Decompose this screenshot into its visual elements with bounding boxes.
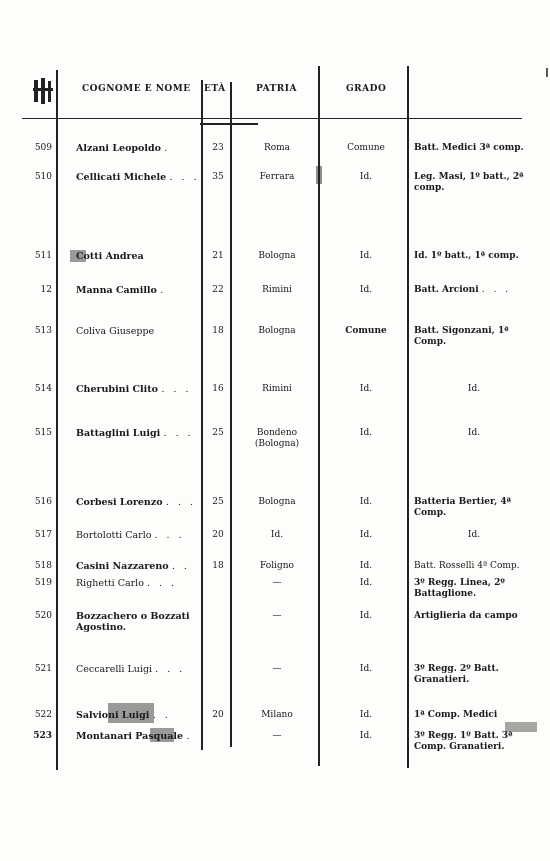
row-name: Coliva Giuseppe [76, 326, 155, 337]
row-corpo: Id. [467, 384, 481, 394]
row-patria: Roma [263, 143, 291, 153]
row-patria: Rimini [262, 384, 292, 394]
row-grado: Id. [359, 530, 373, 540]
row-eta: 22 [212, 285, 224, 295]
row-patria: Bologna [258, 326, 296, 336]
row-corpo: Batt. Sigonzani, 1ª Comp. [414, 326, 509, 347]
row-number: 519 [34, 578, 52, 588]
column-divider-5 [407, 66, 409, 768]
row-corpo: Leg. Masi, 1º batt., 2ª comp. [414, 172, 524, 193]
row-name: Manna Camillo . [76, 285, 167, 296]
row-grado: Id. [359, 561, 373, 571]
row-grado: Id. [359, 251, 373, 261]
row-number: 515 [34, 428, 52, 438]
row-corpo: 3º Regg. 2º Batt. Granatieri. [414, 664, 499, 685]
row-eta: 20 [212, 530, 224, 540]
row-patria: Bondeno (Bologna) [254, 428, 300, 449]
column-divider-2 [201, 80, 203, 750]
row-eta: 20 [212, 710, 224, 720]
row-patria: Rimini [262, 285, 292, 295]
row-grado: Id. [359, 611, 373, 621]
row-name: Casini Nazzareno . . [76, 561, 190, 572]
row-patria: Milano [261, 710, 293, 720]
eta-underline [200, 123, 258, 125]
row-number: 511 [34, 251, 52, 261]
row-corpo: Id. [467, 428, 481, 438]
row-number: 517 [34, 530, 52, 540]
row-corpo: Batt. Rosselli 4ª Comp. [414, 561, 520, 571]
row-patria: — [272, 731, 282, 741]
row-name: Cellicati Michele . . . [76, 172, 200, 183]
header-grado: GRADO [346, 84, 387, 94]
row-eta: 25 [212, 497, 224, 507]
row-eta: 18 [212, 561, 224, 571]
row-grado: Id. [359, 172, 373, 182]
row-corpo: Artiglieria da campo [414, 611, 518, 621]
row-name: Bozzachero o Bozzati Agostino. [76, 611, 190, 633]
row-grado: Comune [345, 326, 387, 336]
row-patria: — [272, 611, 282, 621]
row-eta: 18 [212, 326, 224, 336]
row-grado: Comune [347, 143, 385, 153]
header-eta: ETÀ [204, 84, 226, 94]
row-patria: Bologna [258, 497, 296, 507]
row-name: Righetti Carlo . . . [76, 578, 178, 589]
row-patria: — [272, 664, 282, 674]
row-eta: 23 [212, 143, 224, 153]
row-patria: Bologna [258, 251, 296, 261]
header-patria: PATRIA [256, 84, 297, 94]
header-name: COGNOME E NOME [82, 84, 191, 94]
row-number: 510 [34, 172, 52, 182]
row-eta: 21 [212, 251, 224, 261]
row-grado: Id. [359, 731, 373, 741]
row-number: 509 [34, 143, 52, 153]
row-corpo: 1ª Comp. Medici [414, 710, 498, 720]
row-corpo: 3º Regg. Linea, 2º Battaglione. [414, 578, 505, 599]
column-mark-icon [33, 78, 53, 104]
row-number: 518 [34, 561, 52, 571]
row-grado: Id. [359, 384, 373, 394]
row-eta: 35 [212, 172, 224, 182]
row-grado: Id. [359, 664, 373, 674]
row-grado: Id. [359, 710, 373, 720]
row-name: Battaglini Luigi . . . [76, 428, 194, 439]
row-number: 12 [40, 285, 52, 295]
row-corpo: Batt. Arcioni . . . [414, 285, 512, 295]
row-name: Cotti Andrea [76, 251, 144, 262]
row-grado: Id. [359, 285, 373, 295]
row-grado: Id. [359, 428, 373, 438]
row-number: 520 [34, 611, 52, 621]
row-grado: Id. [359, 497, 373, 507]
row-patria: Ferrara [259, 172, 295, 182]
scan-mark [546, 68, 548, 77]
row-number: 523 [33, 731, 52, 741]
row-eta: 16 [212, 384, 224, 394]
row-name: Cherubini Clito . . . [76, 384, 192, 395]
row-corpo: Id. [467, 530, 481, 540]
row-corpo: 3º Regg. 1º Batt. 3ª Comp. Granatieri. [414, 731, 513, 752]
row-patria: Foligno [260, 561, 294, 571]
row-number: 514 [34, 384, 52, 394]
row-number: 513 [34, 326, 52, 336]
row-name: Bortolotti Carlo . . . [76, 530, 185, 541]
row-name: Salvioni Luigi . . [76, 710, 171, 721]
row-eta: 25 [212, 428, 224, 438]
row-corpo: Batteria Bertier, 4ª Comp. [414, 497, 511, 518]
row-grado: Id. [359, 578, 373, 588]
row-number: 521 [34, 664, 52, 674]
row-corpo: Id. 1º batt., 1ª comp. [414, 251, 519, 261]
row-patria: Id. [270, 530, 284, 540]
row-name: Ceccarelli Luigi . . . [76, 664, 186, 675]
column-divider-1 [56, 70, 58, 770]
row-name: Corbesi Lorenzo . . . [76, 497, 196, 508]
row-corpo: Batt. Medici 3ª comp. [414, 143, 524, 153]
row-number: 516 [34, 497, 52, 507]
row-number: 522 [34, 710, 52, 720]
row-patria: — [272, 578, 282, 588]
row-name: Alzani Leopoldo . [76, 143, 171, 154]
header-rule [22, 118, 522, 119]
row-name: Montanari Pasquale . [76, 731, 193, 742]
